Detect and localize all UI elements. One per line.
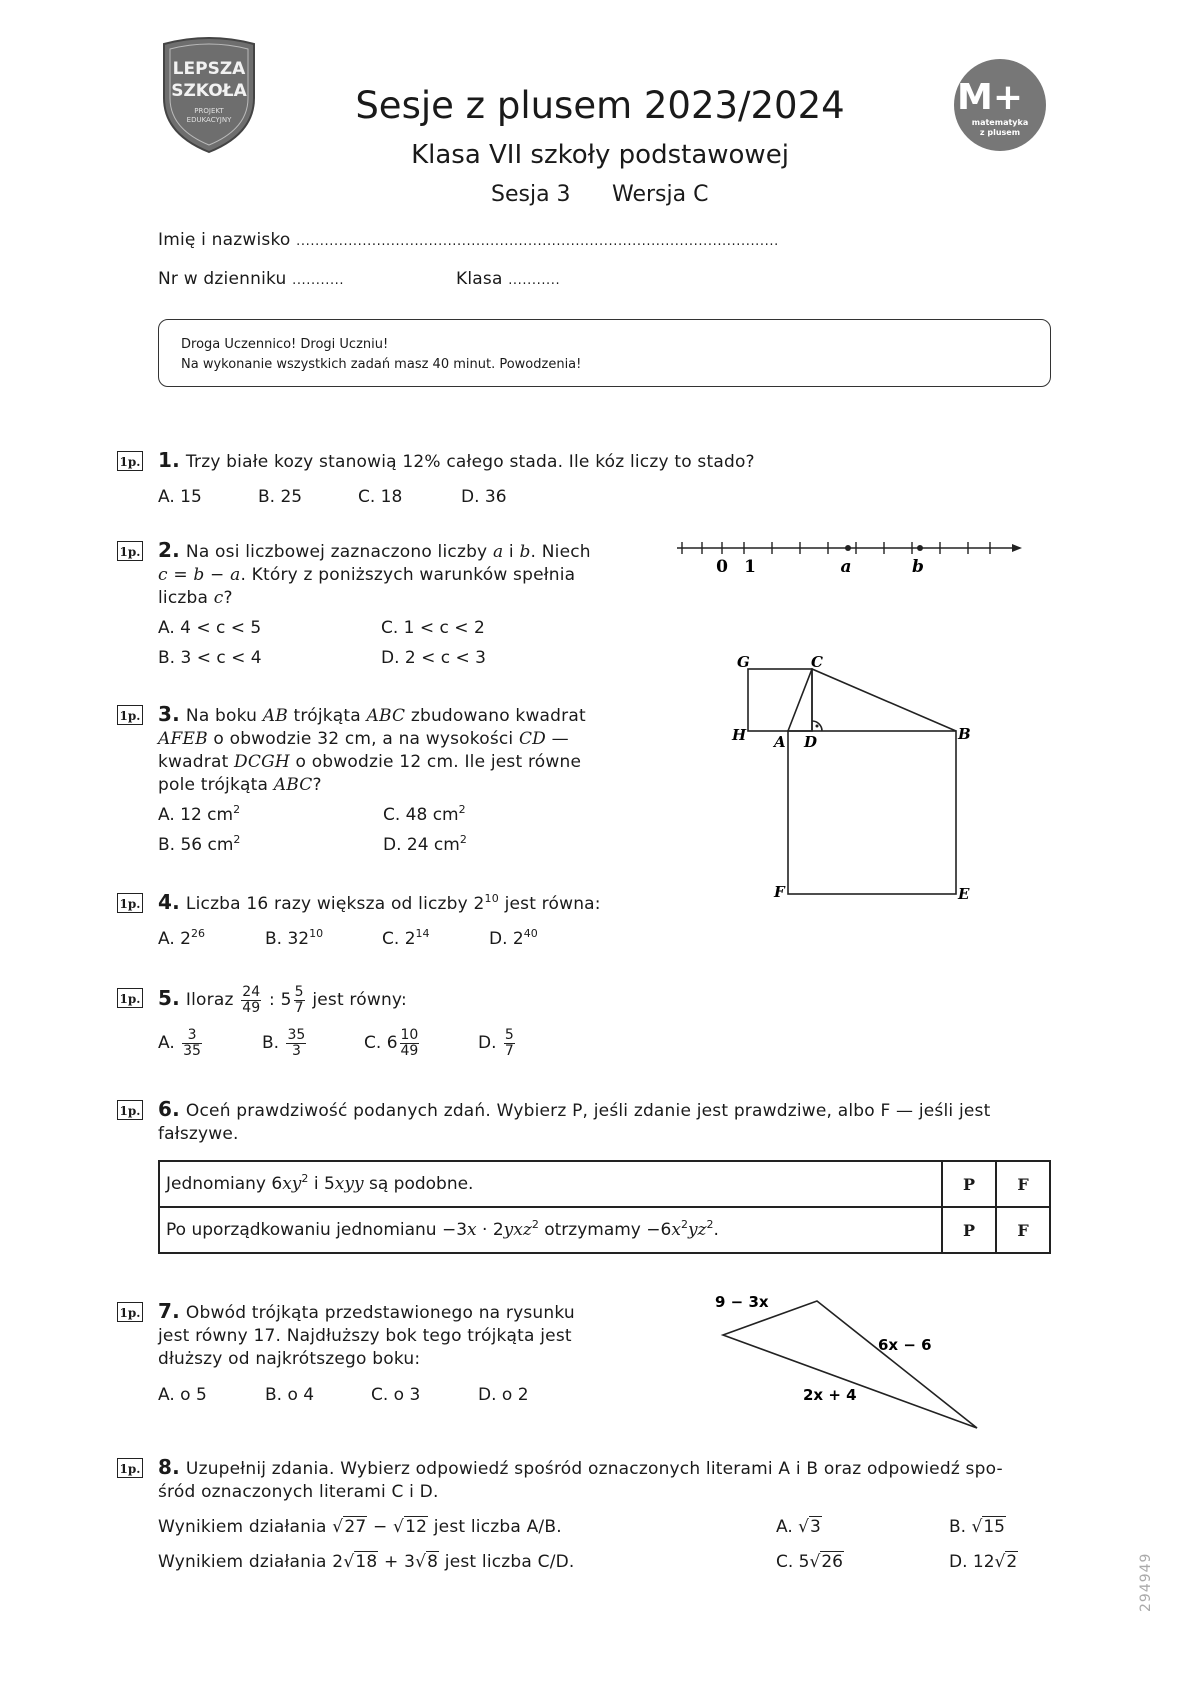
points-badge: 1p. [117,1458,143,1478]
squares-triangle-figure [725,650,975,910]
answer-option[interactable]: D. 12√2 [949,1552,1018,1572]
question-text: jest równa: [504,894,601,914]
journal-dots: ........... [292,273,345,288]
question-line [158,587,602,610]
question-line: śród oznaczonych literami C i D. [158,1482,439,1502]
false-option[interactable]: F [996,1161,1050,1207]
division-sign: : [269,990,275,1010]
page-title: Sesje z plusem 2023/2024 [355,84,845,127]
question-text: kwadrat [158,752,229,772]
answer-option[interactable]: C. 1 < c < 2 [381,618,485,638]
square-afeb [788,731,956,894]
question-5 [158,980,407,1018]
answer-option[interactable]: A. 4 < c < 5 [158,618,262,638]
question-text: ? [312,775,322,795]
question-number: 2. [158,538,180,562]
statement-cell: Jednomiany $6xy^2$ i 5xyy są podobne. [159,1161,942,1207]
vertex-label: D [804,733,818,751]
vertex-label: H [732,726,747,744]
axis-label-one: 1 [744,557,756,577]
points-badge: 1p. [117,541,143,561]
question-text: trójkąta [293,706,361,726]
side-label: 6x − 6 [878,1336,932,1354]
question-number: 3. [158,702,180,726]
question-text: Iloraz [185,990,234,1010]
axis-label-zero: 0 [716,557,728,577]
vertex-label: A [774,733,786,751]
height-name: CD [518,729,547,749]
class-dots: ........... [508,273,561,288]
answer-option[interactable]: C. 6 $\frac{10}{49}$ [364,1026,419,1059]
logo-line-3: PROJEKT [194,107,224,115]
question-line [158,728,602,751]
exponent: 10 [484,892,499,905]
right-angle-dot [816,725,819,728]
false-option[interactable]: F [996,1207,1050,1253]
axis-label-b: b [912,557,924,577]
triangle-name: ABC [366,706,406,726]
answer-option[interactable]: B. o 4 [265,1385,315,1405]
answer-option[interactable]: A. $2^{26}$ [158,927,205,949]
logo-line-1: LEPSZA [172,59,246,79]
answer-option[interactable]: D. o 2 [478,1385,529,1405]
statement-cell: Po uporządkowaniu jednomianu −3x · 2yxz$^2$ otrzymamy $-6x^2yz^2$. [159,1207,942,1253]
points-badge: 1p. [117,1302,143,1322]
answer-option[interactable]: C. o 3 [371,1385,421,1405]
logo-line-2: SZKOŁA [171,81,247,101]
question-text: Na osi liczbowej zaznaczono liczby [185,542,488,562]
table-row [159,1207,1050,1253]
mixed-whole: 5 [280,990,292,1010]
fraction: $\frac{5}{7}$ [294,983,304,1016]
instructions-box [158,319,1051,387]
question-3 [158,703,602,797]
journal-label: Nr w dzienniku [158,269,287,289]
question-number: 1. [158,448,180,472]
variable-c: c [213,588,224,608]
answer-option[interactable]: D. $2^{40}$ [489,927,538,949]
question-8 [158,1456,1051,1504]
vertex-label: F [774,883,785,901]
answer-option[interactable]: B. √15 [949,1517,1005,1537]
question-line [158,751,602,774]
triangle-name: ABC [273,775,313,795]
question-text: Uzupełnij zdania. Wybierz odpowiedź spośród oznaczonych literami A i B oraz odpowiedź spo- [185,1459,1003,1479]
vertex-label: E [958,885,970,903]
triangle-figure [715,1290,985,1440]
lepsza-szkola-logo [158,36,260,154]
answer-option[interactable]: B. $\frac{35}{3}$ [262,1026,306,1059]
question-number: 6. [158,1097,180,1121]
conjunction: i [508,542,514,562]
point-a [845,545,851,551]
question-text: Na boku [185,706,258,726]
points-badge: 1p. [117,1100,143,1120]
side-label: 2x + 4 [803,1386,857,1404]
question-text: . Niech [530,542,591,562]
axis-label-a: a [840,557,852,577]
dash: — [551,729,569,749]
question-text: ? [223,588,233,608]
question-text: liczba [158,588,209,608]
triangle-shape [723,1301,977,1428]
answer-option[interactable]: C. 5√26 [776,1552,843,1572]
question-text: o obwodzie 12 cm. Ile jest równe [295,752,582,772]
logo-text-1: matematyka [971,118,1029,127]
class-field [456,268,560,292]
session-label: Sesja 3 [491,182,571,207]
formula: c = b − a [158,565,241,585]
question-line [158,703,602,728]
question-line [158,774,602,797]
version-label: Wersja C [612,182,709,207]
page-subtitle: Klasa VII szkoły podstawowej [411,140,789,170]
question-number: 7. [158,1299,180,1323]
variable-b: b [519,542,531,562]
question-text: Trzy białe kozy stanowią 12% całego stada. Ile kóz liczy to stado? [185,452,755,472]
points-badge: 1p. [117,705,143,725]
answer-option[interactable]: D. 2 < c < 3 [381,648,486,668]
answer-option[interactable]: A. o 5 [158,1385,207,1405]
class-label: Klasa [456,269,503,289]
segment: AB [262,706,288,726]
answer-option[interactable]: C. 48 $cm^2$ [383,803,466,825]
question-number: 8. [158,1455,180,1479]
question-7 [158,1300,602,1371]
question-number: 5. [158,986,180,1010]
answer-option[interactable]: B. 25 [258,487,303,507]
question-line [158,564,602,587]
question-line: dłuższy od najkrótszego boku: [158,1349,421,1369]
instructions-greeting: Droga Uczennico! Drogi Uczniu! [181,337,389,352]
sentence-1: Wynikiem działania √27 − √12 jest liczba A/B. [158,1517,562,1537]
logo-text-2: z plusem [979,128,1021,137]
question-line [158,539,602,564]
logo-mark: M+ [957,77,1023,118]
side-label: 9 − 3x [715,1293,769,1311]
question-line [158,1098,1051,1123]
logo-line-4: EDUKACYJNY [186,116,232,124]
fraction: $\frac{24}{49}$ [242,983,261,1016]
answer-option[interactable]: C. $2^{14}$ [382,927,430,949]
points-badge: 1p. [117,988,143,1008]
square-dcgh [748,669,812,731]
question-text: pole trójkąta [158,775,269,795]
table-row [159,1161,1050,1207]
point-b [917,545,923,551]
answer-option[interactable]: B. $32^{10}$ [265,927,324,949]
matematyka-z-plusem-logo [948,56,1056,154]
question-2 [158,539,602,610]
answer-option[interactable]: B. 3 < c < 4 [158,648,262,668]
question-4 [158,891,601,916]
question-text: zbudowano kwadrat [410,706,586,726]
vertex-label: G [737,653,750,671]
question-text: Oceń prawdziwość podanych zdań. Wybierz P, jeśli zdanie jest prawdziwe, albo F — jeśli jest [185,1101,991,1121]
answer-option[interactable]: D. 24 $cm^2$ [383,833,467,855]
points-badge: 1p. [117,893,143,913]
number-line-figure [672,535,1024,585]
square-name: AFEB [158,729,208,749]
name-label: Imię i nazwisko [158,230,291,250]
name-field [158,229,779,253]
question-text: Obwód trójkąta przedstawionego na rysunku [185,1303,575,1323]
vertex-label: C [811,653,823,671]
name-dots: ...................................................................................................... [296,234,779,249]
answer-option[interactable]: D. 36 [461,487,507,507]
answer-option[interactable]: D. $\frac{5}{7}$ [478,1026,514,1059]
true-false-table [158,1160,1051,1254]
true-option[interactable]: P [942,1161,996,1207]
question-line [158,1300,602,1325]
answer-option[interactable]: A. √3 [776,1517,821,1537]
question-1 [158,449,755,474]
question-line: jest równy 17. Najdłuższy bok tego trójkąta jest [158,1326,572,1346]
answer-option[interactable]: A. 15 [158,487,202,507]
question-text: jest równy: [312,990,407,1010]
question-number: 4. [158,890,180,914]
variable-a: a [492,542,504,562]
points-badge: 1p. [117,451,143,471]
answer-option[interactable]: C. 18 [358,487,403,507]
question-text: . Który z poniższych warunków spełnia [240,565,576,585]
question-text: o obwodzie 32 cm, a na wysokości [213,729,514,749]
question-line: fałszywe. [158,1124,239,1144]
vertex-label: B [958,725,971,743]
square-name: DCGH [234,752,290,772]
true-option[interactable]: P [942,1207,996,1253]
answer-option[interactable]: A. $\frac{3}{35}$ [158,1026,201,1059]
journal-field [158,268,344,292]
document-code: 294949 [1138,1552,1154,1612]
question-6 [158,1098,1051,1146]
answer-option[interactable]: B. 56 $cm^2$ [158,833,241,855]
axis-arrow [1012,544,1022,552]
instructions-time: Na wykonanie wszystkich zadań masz 40 minut. Powodzenia! [181,357,582,372]
question-line [158,1456,1051,1481]
question-text: Liczba 16 razy większa od liczby 2 [185,894,485,914]
answer-option[interactable]: A. 12 $cm^2$ [158,803,241,825]
sentence-2: Wynikiem działania 2√18 + 3√8 jest liczba C/D. [158,1552,575,1572]
